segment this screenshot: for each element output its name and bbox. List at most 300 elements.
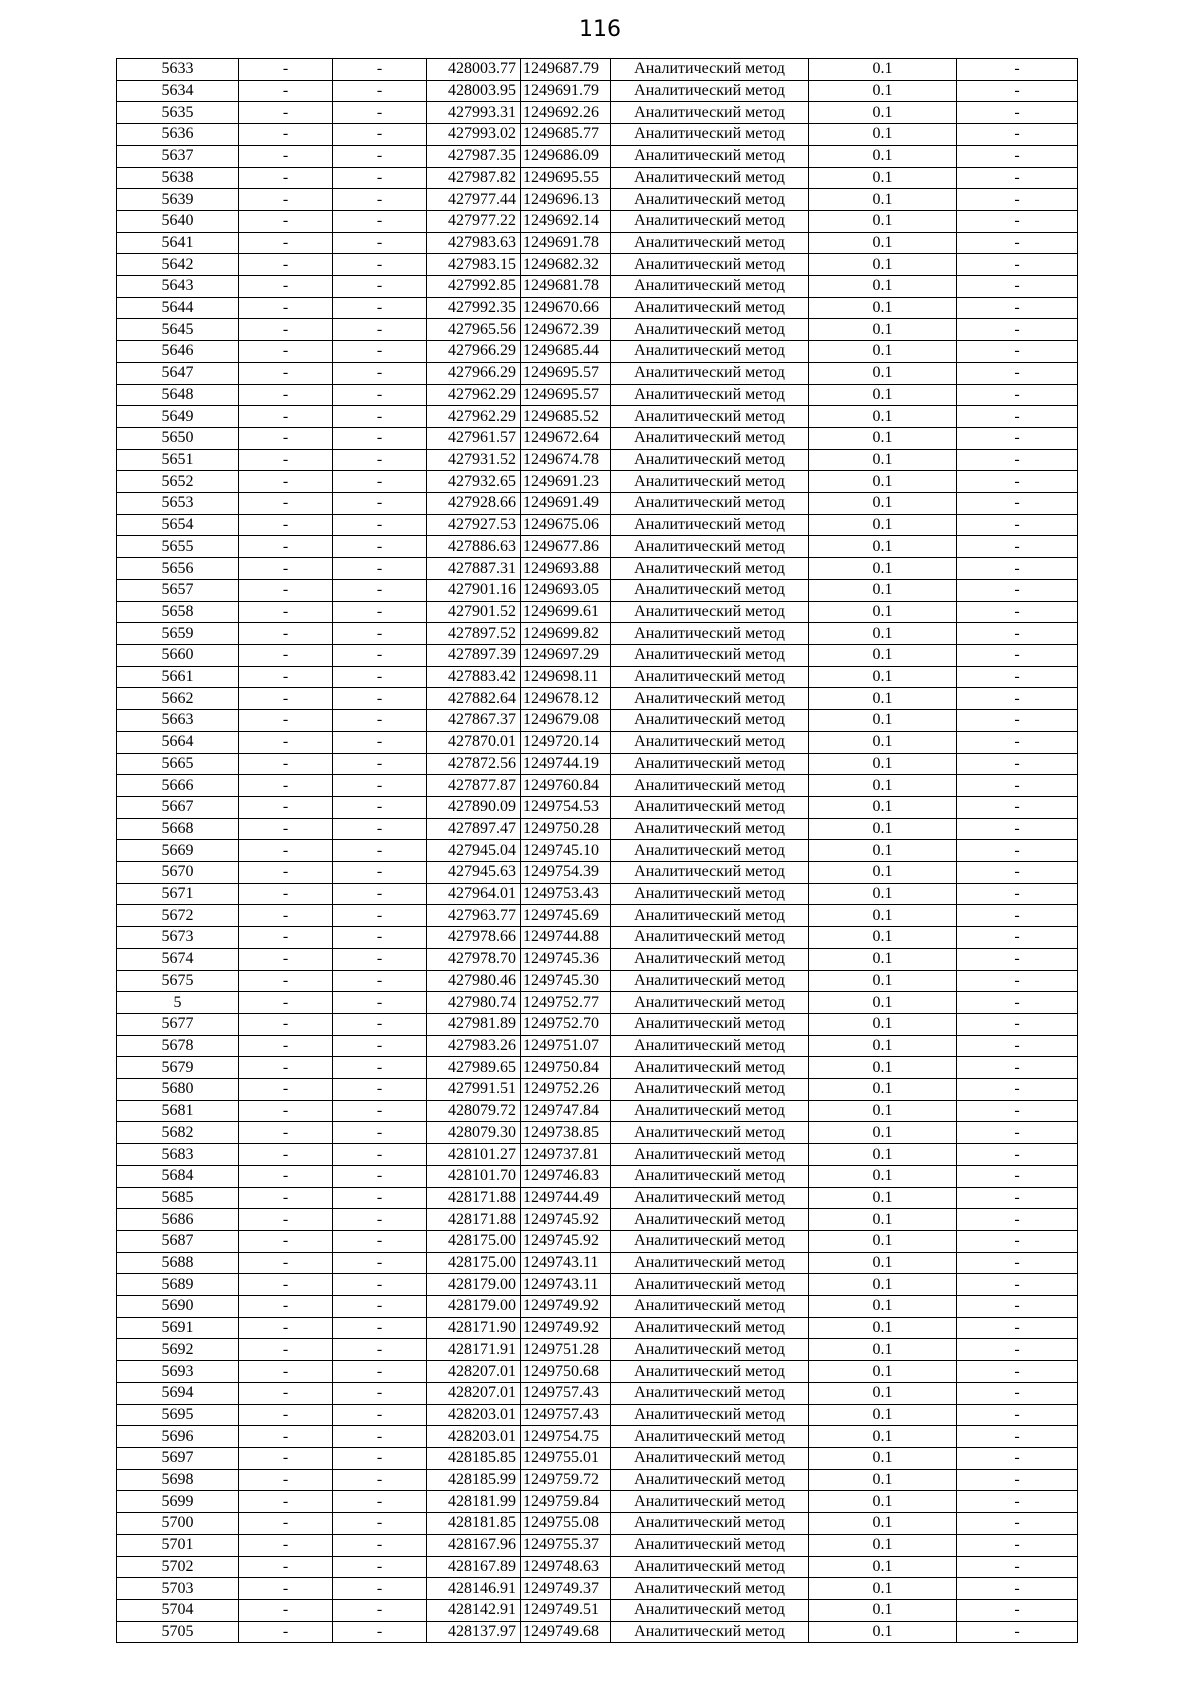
x-coordinate-cell: 427897.47 [427, 818, 521, 840]
x-coordinate-cell: 427872.56 [427, 753, 521, 775]
precision-cell: 0.1 [809, 688, 957, 710]
x-coordinate-cell: 428079.72 [427, 1100, 521, 1122]
table-row [117, 102, 1078, 124]
blank-cell-a: - [239, 1621, 333, 1643]
coordinates-table [116, 58, 1078, 1643]
precision-cell: 0.1 [809, 558, 957, 580]
blank-cell-c: - [957, 1578, 1078, 1600]
blank-cell-c: - [957, 189, 1078, 211]
precision-cell: 0.1 [809, 1144, 957, 1166]
method-cell: Аналитический метод [611, 927, 809, 949]
blank-cell-a: - [239, 167, 333, 189]
table-row [117, 883, 1078, 905]
table-row [117, 948, 1078, 970]
table-row [117, 1057, 1078, 1079]
x-coordinate-cell: 428203.01 [427, 1404, 521, 1426]
y-coordinate-cell: 1249751.28 [521, 1339, 611, 1361]
y-coordinate-cell: 1249745.92 [521, 1230, 611, 1252]
blank-cell-b: - [333, 666, 427, 688]
method-cell: Аналитический метод [611, 948, 809, 970]
y-coordinate-cell: 1249754.53 [521, 796, 611, 818]
blank-cell-a: - [239, 731, 333, 753]
blank-cell-a: - [239, 1274, 333, 1296]
y-coordinate-cell: 1249743.11 [521, 1252, 611, 1274]
point-number-cell: 5639 [117, 189, 239, 211]
blank-cell-a: - [239, 362, 333, 384]
y-coordinate-cell: 1249695.55 [521, 167, 611, 189]
x-coordinate-cell: 428179.00 [427, 1296, 521, 1318]
precision-cell: 0.1 [809, 471, 957, 493]
y-coordinate-cell: 1249672.39 [521, 319, 611, 341]
blank-cell-b: - [333, 536, 427, 558]
table-row [117, 471, 1078, 493]
method-cell: Аналитический метод [611, 775, 809, 797]
method-cell: Аналитический метод [611, 1426, 809, 1448]
blank-cell-a: - [239, 189, 333, 211]
x-coordinate-cell: 428167.89 [427, 1556, 521, 1578]
point-number-cell: 5644 [117, 297, 239, 319]
method-cell: Аналитический метод [611, 753, 809, 775]
method-cell: Аналитический метод [611, 1100, 809, 1122]
y-coordinate-cell: 1249745.36 [521, 948, 611, 970]
blank-cell-a: - [239, 427, 333, 449]
blank-cell-c: - [957, 862, 1078, 884]
table-row [117, 1252, 1078, 1274]
blank-cell-b: - [333, 232, 427, 254]
point-number-cell: 5634 [117, 80, 239, 102]
precision-cell: 0.1 [809, 427, 957, 449]
x-coordinate-cell: 428207.01 [427, 1361, 521, 1383]
blank-cell-b: - [333, 1534, 427, 1556]
blank-cell-c: - [957, 536, 1078, 558]
point-number-cell: 5664 [117, 731, 239, 753]
precision-cell: 0.1 [809, 1057, 957, 1079]
x-coordinate-cell: 427961.57 [427, 427, 521, 449]
blank-cell-a: - [239, 623, 333, 645]
blank-cell-c: - [957, 297, 1078, 319]
y-coordinate-cell: 1249749.37 [521, 1578, 611, 1600]
blank-cell-c: - [957, 688, 1078, 710]
x-coordinate-cell: 427867.37 [427, 710, 521, 732]
blank-cell-c: - [957, 406, 1078, 428]
x-coordinate-cell: 427877.87 [427, 775, 521, 797]
blank-cell-a: - [239, 644, 333, 666]
blank-cell-a: - [239, 254, 333, 276]
blank-cell-a: - [239, 232, 333, 254]
x-coordinate-cell: 427945.04 [427, 840, 521, 862]
precision-cell: 0.1 [809, 384, 957, 406]
blank-cell-c: - [957, 1382, 1078, 1404]
y-coordinate-cell: 1249681.78 [521, 276, 611, 298]
blank-cell-c: - [957, 449, 1078, 471]
x-coordinate-cell: 427901.16 [427, 579, 521, 601]
y-coordinate-cell: 1249697.29 [521, 644, 611, 666]
precision-cell: 0.1 [809, 1578, 957, 1600]
blank-cell-a: - [239, 1013, 333, 1035]
table-row [117, 1599, 1078, 1621]
precision-cell: 0.1 [809, 1361, 957, 1383]
point-number-cell: 5641 [117, 232, 239, 254]
precision-cell: 0.1 [809, 1404, 957, 1426]
x-coordinate-cell: 427978.70 [427, 948, 521, 970]
blank-cell-c: - [957, 710, 1078, 732]
method-cell: Аналитический метод [611, 341, 809, 363]
method-cell: Аналитический метод [611, 471, 809, 493]
blank-cell-a: - [239, 927, 333, 949]
blank-cell-a: - [239, 384, 333, 406]
blank-cell-b: - [333, 189, 427, 211]
table-row [117, 189, 1078, 211]
x-coordinate-cell: 427882.64 [427, 688, 521, 710]
table-row [117, 1317, 1078, 1339]
method-cell: Аналитический метод [611, 167, 809, 189]
blank-cell-a: - [239, 1230, 333, 1252]
blank-cell-c: - [957, 80, 1078, 102]
table-row [117, 1274, 1078, 1296]
y-coordinate-cell: 1249744.49 [521, 1187, 611, 1209]
blank-cell-b: - [333, 1100, 427, 1122]
point-number-cell: 5699 [117, 1491, 239, 1513]
table-row [117, 710, 1078, 732]
blank-cell-c: - [957, 558, 1078, 580]
x-coordinate-cell: 427983.26 [427, 1035, 521, 1057]
method-cell: Аналитический метод [611, 601, 809, 623]
blank-cell-c: - [957, 319, 1078, 341]
x-coordinate-cell: 427977.44 [427, 189, 521, 211]
blank-cell-b: - [333, 1274, 427, 1296]
table-row [117, 427, 1078, 449]
point-number-cell: 5642 [117, 254, 239, 276]
table-row [117, 1230, 1078, 1252]
method-cell: Аналитический метод [611, 80, 809, 102]
blank-cell-b: - [333, 1144, 427, 1166]
point-number-cell: 5 [117, 992, 239, 1014]
blank-cell-b: - [333, 210, 427, 232]
precision-cell: 0.1 [809, 1621, 957, 1643]
point-number-cell: 5649 [117, 406, 239, 428]
method-cell: Аналитический метод [611, 1035, 809, 1057]
x-coordinate-cell: 428101.27 [427, 1144, 521, 1166]
point-number-cell: 5691 [117, 1317, 239, 1339]
table-row [117, 341, 1078, 363]
blank-cell-c: - [957, 1317, 1078, 1339]
precision-cell: 0.1 [809, 102, 957, 124]
blank-cell-b: - [333, 1339, 427, 1361]
y-coordinate-cell: 1249759.72 [521, 1469, 611, 1491]
blank-cell-b: - [333, 319, 427, 341]
y-coordinate-cell: 1249752.70 [521, 1013, 611, 1035]
point-number-cell: 5670 [117, 862, 239, 884]
x-coordinate-cell: 427992.35 [427, 297, 521, 319]
y-coordinate-cell: 1249695.57 [521, 384, 611, 406]
method-cell: Аналитический метод [611, 427, 809, 449]
blank-cell-b: - [333, 514, 427, 536]
table-row [117, 1296, 1078, 1318]
method-cell: Аналитический метод [611, 276, 809, 298]
blank-cell-a: - [239, 601, 333, 623]
method-cell: Аналитический метод [611, 319, 809, 341]
table-row [117, 1339, 1078, 1361]
y-coordinate-cell: 1249753.43 [521, 883, 611, 905]
blank-cell-b: - [333, 710, 427, 732]
blank-cell-b: - [333, 1621, 427, 1643]
blank-cell-a: - [239, 688, 333, 710]
table-row [117, 536, 1078, 558]
blank-cell-c: - [957, 1426, 1078, 1448]
blank-cell-c: - [957, 1187, 1078, 1209]
precision-cell: 0.1 [809, 927, 957, 949]
method-cell: Аналитический метод [611, 862, 809, 884]
x-coordinate-cell: 427966.29 [427, 362, 521, 384]
point-number-cell: 5648 [117, 384, 239, 406]
blank-cell-c: - [957, 1165, 1078, 1187]
x-coordinate-cell: 427993.02 [427, 124, 521, 146]
method-cell: Аналитический метод [611, 1469, 809, 1491]
y-coordinate-cell: 1249699.82 [521, 623, 611, 645]
point-number-cell: 5673 [117, 927, 239, 949]
blank-cell-a: - [239, 1578, 333, 1600]
y-coordinate-cell: 1249691.23 [521, 471, 611, 493]
blank-cell-a: - [239, 1187, 333, 1209]
blank-cell-b: - [333, 731, 427, 753]
blank-cell-b: - [333, 862, 427, 884]
precision-cell: 0.1 [809, 775, 957, 797]
method-cell: Аналитический метод [611, 1317, 809, 1339]
x-coordinate-cell: 427887.31 [427, 558, 521, 580]
blank-cell-a: - [239, 536, 333, 558]
x-coordinate-cell: 427977.22 [427, 210, 521, 232]
method-cell: Аналитический метод [611, 666, 809, 688]
x-coordinate-cell: 427978.66 [427, 927, 521, 949]
blank-cell-a: - [239, 579, 333, 601]
precision-cell: 0.1 [809, 254, 957, 276]
blank-cell-c: - [957, 1079, 1078, 1101]
y-coordinate-cell: 1249698.11 [521, 666, 611, 688]
blank-cell-c: - [957, 232, 1078, 254]
table-row [117, 1079, 1078, 1101]
precision-cell: 0.1 [809, 1317, 957, 1339]
y-coordinate-cell: 1249678.12 [521, 688, 611, 710]
x-coordinate-cell: 428167.96 [427, 1534, 521, 1556]
blank-cell-b: - [333, 384, 427, 406]
point-number-cell: 5651 [117, 449, 239, 471]
x-coordinate-cell: 428137.97 [427, 1621, 521, 1643]
point-number-cell: 5660 [117, 644, 239, 666]
table-row [117, 862, 1078, 884]
blank-cell-a: - [239, 1426, 333, 1448]
blank-cell-a: - [239, 862, 333, 884]
method-cell: Аналитический метод [611, 1013, 809, 1035]
blank-cell-a: - [239, 449, 333, 471]
method-cell: Аналитический метод [611, 883, 809, 905]
blank-cell-a: - [239, 1144, 333, 1166]
blank-cell-a: - [239, 1057, 333, 1079]
method-cell: Аналитический метод [611, 449, 809, 471]
precision-cell: 0.1 [809, 536, 957, 558]
blank-cell-b: - [333, 1079, 427, 1101]
precision-cell: 0.1 [809, 80, 957, 102]
blank-cell-b: - [333, 1491, 427, 1513]
blank-cell-c: - [957, 1621, 1078, 1643]
table-row [117, 927, 1078, 949]
y-coordinate-cell: 1249685.52 [521, 406, 611, 428]
precision-cell: 0.1 [809, 1491, 957, 1513]
method-cell: Аналитический метод [611, 1144, 809, 1166]
method-cell: Аналитический метод [611, 102, 809, 124]
y-coordinate-cell: 1249685.44 [521, 341, 611, 363]
precision-cell: 0.1 [809, 1252, 957, 1274]
blank-cell-a: - [239, 775, 333, 797]
table-row [117, 59, 1078, 81]
blank-cell-c: - [957, 145, 1078, 167]
x-coordinate-cell: 427962.29 [427, 384, 521, 406]
method-cell: Аналитический метод [611, 1621, 809, 1643]
method-cell: Аналитический метод [611, 1252, 809, 1274]
blank-cell-b: - [333, 1578, 427, 1600]
blank-cell-c: - [957, 992, 1078, 1014]
blank-cell-b: - [333, 1426, 427, 1448]
blank-cell-a: - [239, 905, 333, 927]
point-number-cell: 5656 [117, 558, 239, 580]
blank-cell-b: - [333, 297, 427, 319]
method-cell: Аналитический метод [611, 1578, 809, 1600]
table-row [117, 145, 1078, 167]
method-cell: Аналитический метод [611, 623, 809, 645]
x-coordinate-cell: 427989.65 [427, 1057, 521, 1079]
precision-cell: 0.1 [809, 1230, 957, 1252]
x-coordinate-cell: 428179.00 [427, 1274, 521, 1296]
blank-cell-c: - [957, 1274, 1078, 1296]
point-number-cell: 5636 [117, 124, 239, 146]
x-coordinate-cell: 428171.90 [427, 1317, 521, 1339]
point-number-cell: 5703 [117, 1578, 239, 1600]
x-coordinate-cell: 427883.42 [427, 666, 521, 688]
precision-cell: 0.1 [809, 1296, 957, 1318]
x-coordinate-cell: 428101.70 [427, 1165, 521, 1187]
table-row [117, 1448, 1078, 1470]
precision-cell: 0.1 [809, 1187, 957, 1209]
y-coordinate-cell: 1249687.79 [521, 59, 611, 81]
table-row [117, 666, 1078, 688]
blank-cell-a: - [239, 493, 333, 515]
point-number-cell: 5674 [117, 948, 239, 970]
blank-cell-a: - [239, 1122, 333, 1144]
blank-cell-b: - [333, 601, 427, 623]
y-coordinate-cell: 1249743.11 [521, 1274, 611, 1296]
y-coordinate-cell: 1249759.84 [521, 1491, 611, 1513]
table-row [117, 644, 1078, 666]
blank-cell-c: - [957, 905, 1078, 927]
x-coordinate-cell: 427928.66 [427, 493, 521, 515]
table-row [117, 753, 1078, 775]
point-number-cell: 5652 [117, 471, 239, 493]
method-cell: Аналитический метод [611, 1057, 809, 1079]
x-coordinate-cell: 427962.29 [427, 406, 521, 428]
table-row [117, 579, 1078, 601]
x-coordinate-cell: 428175.00 [427, 1252, 521, 1274]
blank-cell-b: - [333, 102, 427, 124]
point-number-cell: 5633 [117, 59, 239, 81]
blank-cell-b: - [333, 558, 427, 580]
y-coordinate-cell: 1249672.64 [521, 427, 611, 449]
blank-cell-b: - [333, 948, 427, 970]
blank-cell-c: - [957, 1361, 1078, 1383]
method-cell: Аналитический метод [611, 297, 809, 319]
table-row [117, 1621, 1078, 1643]
blank-cell-a: - [239, 1404, 333, 1426]
table-row [117, 1534, 1078, 1556]
table-row [117, 840, 1078, 862]
blank-cell-a: - [239, 1513, 333, 1535]
method-cell: Аналитический метод [611, 992, 809, 1014]
precision-cell: 0.1 [809, 623, 957, 645]
method-cell: Аналитический метод [611, 1382, 809, 1404]
x-coordinate-cell: 428175.00 [427, 1230, 521, 1252]
precision-cell: 0.1 [809, 1469, 957, 1491]
table-row [117, 623, 1078, 645]
blank-cell-b: - [333, 362, 427, 384]
y-coordinate-cell: 1249670.66 [521, 297, 611, 319]
x-coordinate-cell: 427983.63 [427, 232, 521, 254]
table-row [117, 1426, 1078, 1448]
blank-cell-a: - [239, 406, 333, 428]
blank-cell-b: - [333, 883, 427, 905]
table-row [117, 796, 1078, 818]
method-cell: Аналитический метод [611, 796, 809, 818]
point-number-cell: 5704 [117, 1599, 239, 1621]
point-number-cell: 5696 [117, 1426, 239, 1448]
point-number-cell: 5657 [117, 579, 239, 601]
blank-cell-a: - [239, 1556, 333, 1578]
x-coordinate-cell: 427870.01 [427, 731, 521, 753]
point-number-cell: 5701 [117, 1534, 239, 1556]
precision-cell: 0.1 [809, 1513, 957, 1535]
method-cell: Аналитический метод [611, 1491, 809, 1513]
blank-cell-c: - [957, 1469, 1078, 1491]
table-body [117, 59, 1078, 1643]
table-row [117, 210, 1078, 232]
y-coordinate-cell: 1249692.14 [521, 210, 611, 232]
blank-cell-a: - [239, 796, 333, 818]
blank-cell-c: - [957, 1491, 1078, 1513]
point-number-cell: 5685 [117, 1187, 239, 1209]
precision-cell: 0.1 [809, 862, 957, 884]
blank-cell-b: - [333, 276, 427, 298]
x-coordinate-cell: 428181.99 [427, 1491, 521, 1513]
x-coordinate-cell: 428079.30 [427, 1122, 521, 1144]
point-number-cell: 5640 [117, 210, 239, 232]
point-number-cell: 5682 [117, 1122, 239, 1144]
method-cell: Аналитический метод [611, 536, 809, 558]
method-cell: Аналитический метод [611, 1274, 809, 1296]
blank-cell-b: - [333, 1057, 427, 1079]
blank-cell-c: - [957, 623, 1078, 645]
blank-cell-a: - [239, 883, 333, 905]
method-cell: Аналитический метод [611, 145, 809, 167]
blank-cell-a: - [239, 1469, 333, 1491]
table-row [117, 1469, 1078, 1491]
x-coordinate-cell: 428203.01 [427, 1426, 521, 1448]
blank-cell-a: - [239, 948, 333, 970]
y-coordinate-cell: 1249720.14 [521, 731, 611, 753]
point-number-cell: 5688 [117, 1252, 239, 1274]
blank-cell-b: - [333, 1556, 427, 1578]
y-coordinate-cell: 1249752.26 [521, 1079, 611, 1101]
blank-cell-a: - [239, 297, 333, 319]
blank-cell-a: - [239, 59, 333, 81]
y-coordinate-cell: 1249677.86 [521, 536, 611, 558]
table-row [117, 406, 1078, 428]
